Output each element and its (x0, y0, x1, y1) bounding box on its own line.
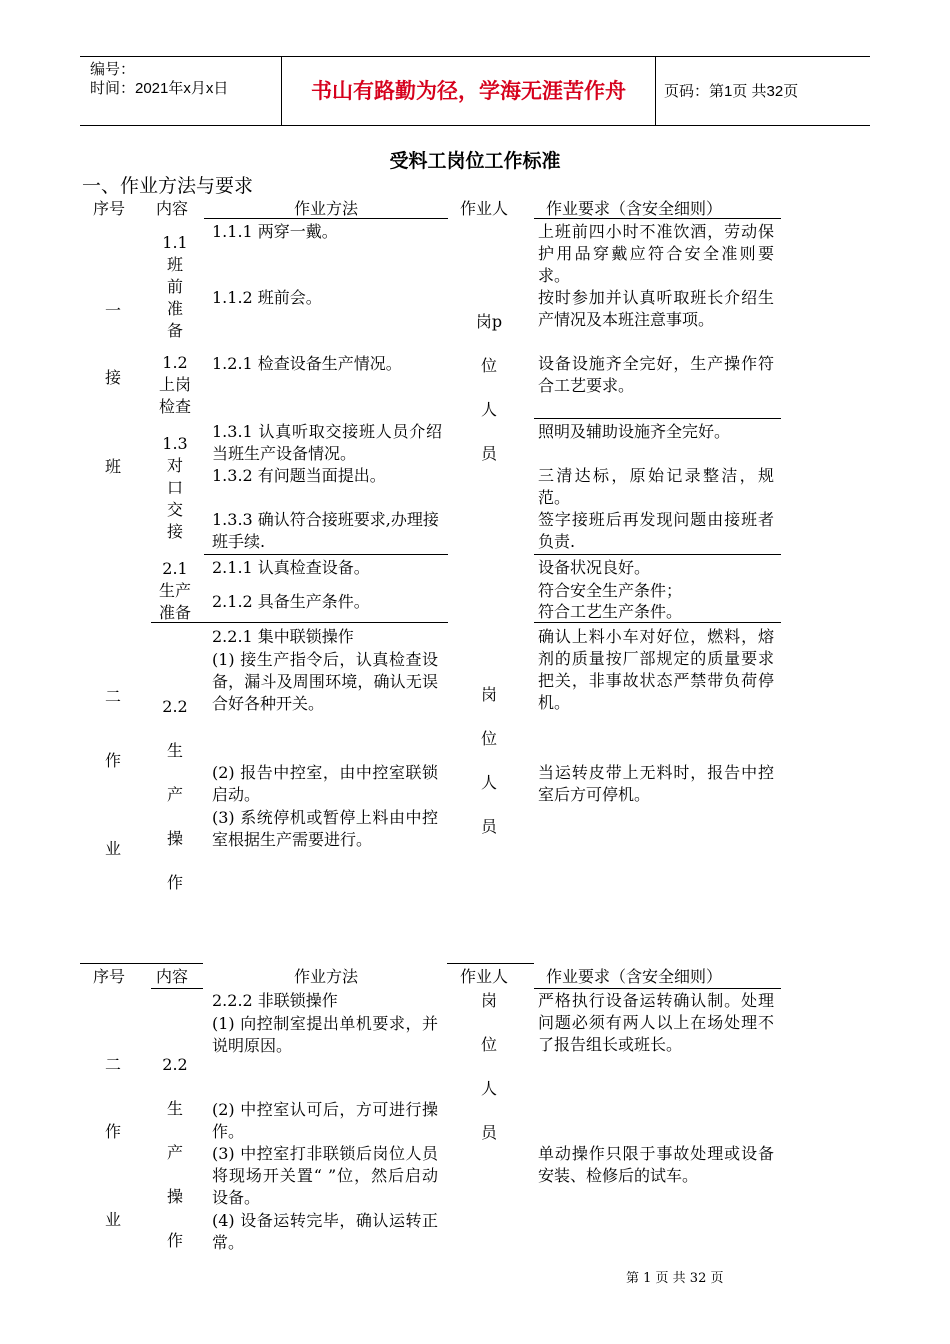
method-1-1-1: 1.1.1 两穿一戴。 (212, 222, 338, 241)
method-2-1-1: 2.1.1 认真检查设备。 (212, 558, 370, 577)
method-2-2-2-step4: (4) 设备运转完毕，确认运转正常。 (212, 1211, 438, 1252)
content-2-2-line: 操 (166, 829, 183, 848)
person-part2 (462, 684, 516, 860)
requirement-2-1-2a: 符合安全生产条件； (538, 581, 683, 600)
requirement-2-2-2-a: 严格执行设备运转确认制。处理问题必须有两人以上在场处理不了报告组长或班长。 (538, 991, 774, 1054)
content-1-2-line: 上岗 (158, 375, 191, 394)
seq-char: 二 (104, 687, 121, 706)
content-1-3-line: 对 (166, 456, 183, 475)
content-2-2-line: 生 (166, 1099, 183, 1118)
method-1-1-2: 1.1.2 班前会。 (212, 288, 322, 307)
content-1-1 (150, 232, 200, 342)
column-header-requirement: 作业要求（含安全细则） (546, 199, 723, 218)
requirement-2-2-1-a: 确认上料小车对好位，燃料，熔剂的质量按厂部规定的质量要求把关，非事故状态严禁带负荷停机。 (538, 627, 774, 712)
person-char: 位 (480, 729, 497, 748)
column-header-content: 内容 (156, 199, 189, 218)
content-2-2-line: 产 (166, 785, 183, 804)
requirement-2-1-1: 设备状况良好。 (538, 558, 651, 577)
method-2-2-1-step1: (1) 接生产指令后，认真检查设备，漏斗及周围环境，确认无误合好各种开关。 (212, 650, 438, 713)
requirement-1-1-1: 上班前四小时不准饮酒，劳动保护用品穿戴应符合安全准则要求。 (538, 222, 774, 285)
method-2-1-2: 2.1.2 具备生产条件。 (212, 592, 370, 611)
method-2-2-2-step1: (1) 向控制室提出单机要求，并说明原因。 (212, 1014, 438, 1055)
content-2-2-line: 2.2 (162, 697, 188, 716)
method-2-2-2-title: 2.2.2 非联锁操作 (212, 991, 338, 1010)
requirement-1-3-1: 照明及辅助设施齐全完好。 (538, 422, 731, 441)
content-2-1-line: 2.1 (162, 559, 188, 578)
column-header-seq: 序号 (93, 967, 126, 986)
content-1-1-line: 前 (166, 277, 183, 296)
content-1-3 (150, 433, 200, 543)
seq-char: 一 (104, 301, 121, 320)
method-1-3-3: 1.3.3 确认符合接班要求,办理接班手续. (212, 510, 439, 551)
method-1-2-1: 1.2.1 检查设备生产情况。 (212, 354, 402, 373)
footer-page-number: 第 1 页 共 32 页 (626, 1271, 724, 1286)
method-2-2-2-step3: (3) 中控室打非联锁后岗位人员将现场开关置“ ”位，然后启动设备。 (212, 1144, 438, 1207)
content-2-2-line: 产 (166, 1143, 183, 1162)
seq-char: 班 (104, 457, 121, 476)
person-char: 员 (480, 444, 497, 463)
document-time-label: 时间：2021年x月x日 (90, 80, 229, 97)
requirement-2-2-1-b: 当运转皮带上无料时，报告中控室后方可停机。 (538, 763, 774, 804)
section-heading: 一、作业方法与要求 (82, 175, 254, 197)
content-2-2-line: 作 (166, 1231, 183, 1250)
content-1-1-line: 备 (166, 321, 183, 340)
content-2-2-line: 作 (166, 873, 183, 892)
content-1-3-line: 接 (166, 522, 183, 541)
person-char: 人 (480, 773, 497, 792)
requirement-2-2-2-b: 单动操作只限于事故处理或设备安装、检修后的试车。 (538, 1144, 774, 1185)
method-1-3-1: 1.3.1 认真听取交接班人员介绍当班生产设备情况。 (212, 422, 442, 463)
content-2-1-line: 生产 (158, 581, 191, 600)
content-1-1-line: 班 (166, 255, 183, 274)
content-1-3-line: 口 (166, 478, 183, 497)
requirement-1-1-2: 按时参加并认真听取班长介绍生产情况及本班注意事项。 (538, 288, 774, 329)
seq-char: 二 (104, 1055, 121, 1074)
person-char: 位 (480, 1035, 497, 1054)
content-2-2-line: 2.2 (162, 1055, 188, 1074)
person-char: 员 (480, 817, 497, 836)
person-char: 位 (480, 356, 497, 375)
seq-char: 业 (104, 839, 121, 858)
person-part1 (462, 311, 516, 487)
content-1-2-line: 1.2 (162, 353, 188, 372)
person-char: 岗 (480, 685, 497, 704)
content-1-1-line: 准 (166, 299, 183, 318)
person-char: 员 (480, 1123, 497, 1142)
column-header-method: 作业方法 (293, 199, 358, 218)
method-2-2-1-title: 2.2.1 集中联锁操作 (212, 627, 354, 646)
content-2-2-line: 生 (166, 741, 183, 760)
person-char: 岗p (475, 312, 503, 331)
requirement-1-3-3: 签字接班后再发现问题由接班者负责. (538, 510, 774, 551)
seq-char: 作 (104, 1122, 121, 1141)
column-header-person: 作业人 (460, 967, 509, 986)
requirement-1-3-2: 三清达标，原始记录整洁，规范。 (538, 466, 774, 507)
person-char: 岗 (480, 991, 497, 1010)
content-2-1 (150, 558, 200, 624)
person-part3 (462, 990, 516, 1166)
person-char: 人 (480, 400, 497, 419)
content-1-2-line: 检查 (158, 397, 191, 416)
column-header-person: 作业人 (460, 199, 509, 218)
content-2-1-line: 准备 (158, 603, 191, 622)
method-2-2-2-step2: (2) 中控室认可后，方可进行操作。 (212, 1100, 438, 1141)
requirement-2-1-2b: 符合工艺生产条件。 (538, 602, 683, 621)
content-1-3-line: 1.3 (162, 434, 188, 453)
content-1-3-line: 交 (166, 500, 183, 519)
content-1-2 (150, 352, 200, 418)
document-number-label: 编号： (90, 61, 136, 78)
column-header-seq: 序号 (93, 199, 126, 218)
method-2-2-1-step3: (3) 系统停机或暂停上料由中控室根据生产需要进行。 (212, 808, 438, 849)
seq-char: 作 (104, 751, 121, 770)
content-2-2-line: 操 (166, 1187, 183, 1206)
person-char: 人 (480, 1079, 497, 1098)
seq-char: 业 (104, 1210, 121, 1229)
column-header-method: 作业方法 (293, 967, 358, 986)
content-1-1-line: 1.1 (162, 233, 188, 252)
column-header-content: 内容 (156, 967, 189, 986)
content-2-2 (150, 696, 200, 916)
requirement-1-2-1: 设备设施齐全完好，生产操作符合工艺要求。 (538, 354, 774, 395)
header-motto: 书山有路勤为径，学海无涯苦作舟 (311, 80, 626, 103)
header-page-info: 页码：第1页 共32页 (664, 83, 799, 100)
method-1-3-2: 1.3.2 有问题当面提出。 (212, 466, 386, 485)
seq-char: 接 (104, 368, 121, 387)
document-title: 受料工岗位工作标准 (389, 150, 561, 172)
content-2-2-continued (150, 1054, 200, 1274)
column-header-requirement: 作业要求（含安全细则） (546, 967, 723, 986)
method-2-2-1-step2: (2) 报告中控室，由中控室联锁启动。 (212, 763, 438, 804)
